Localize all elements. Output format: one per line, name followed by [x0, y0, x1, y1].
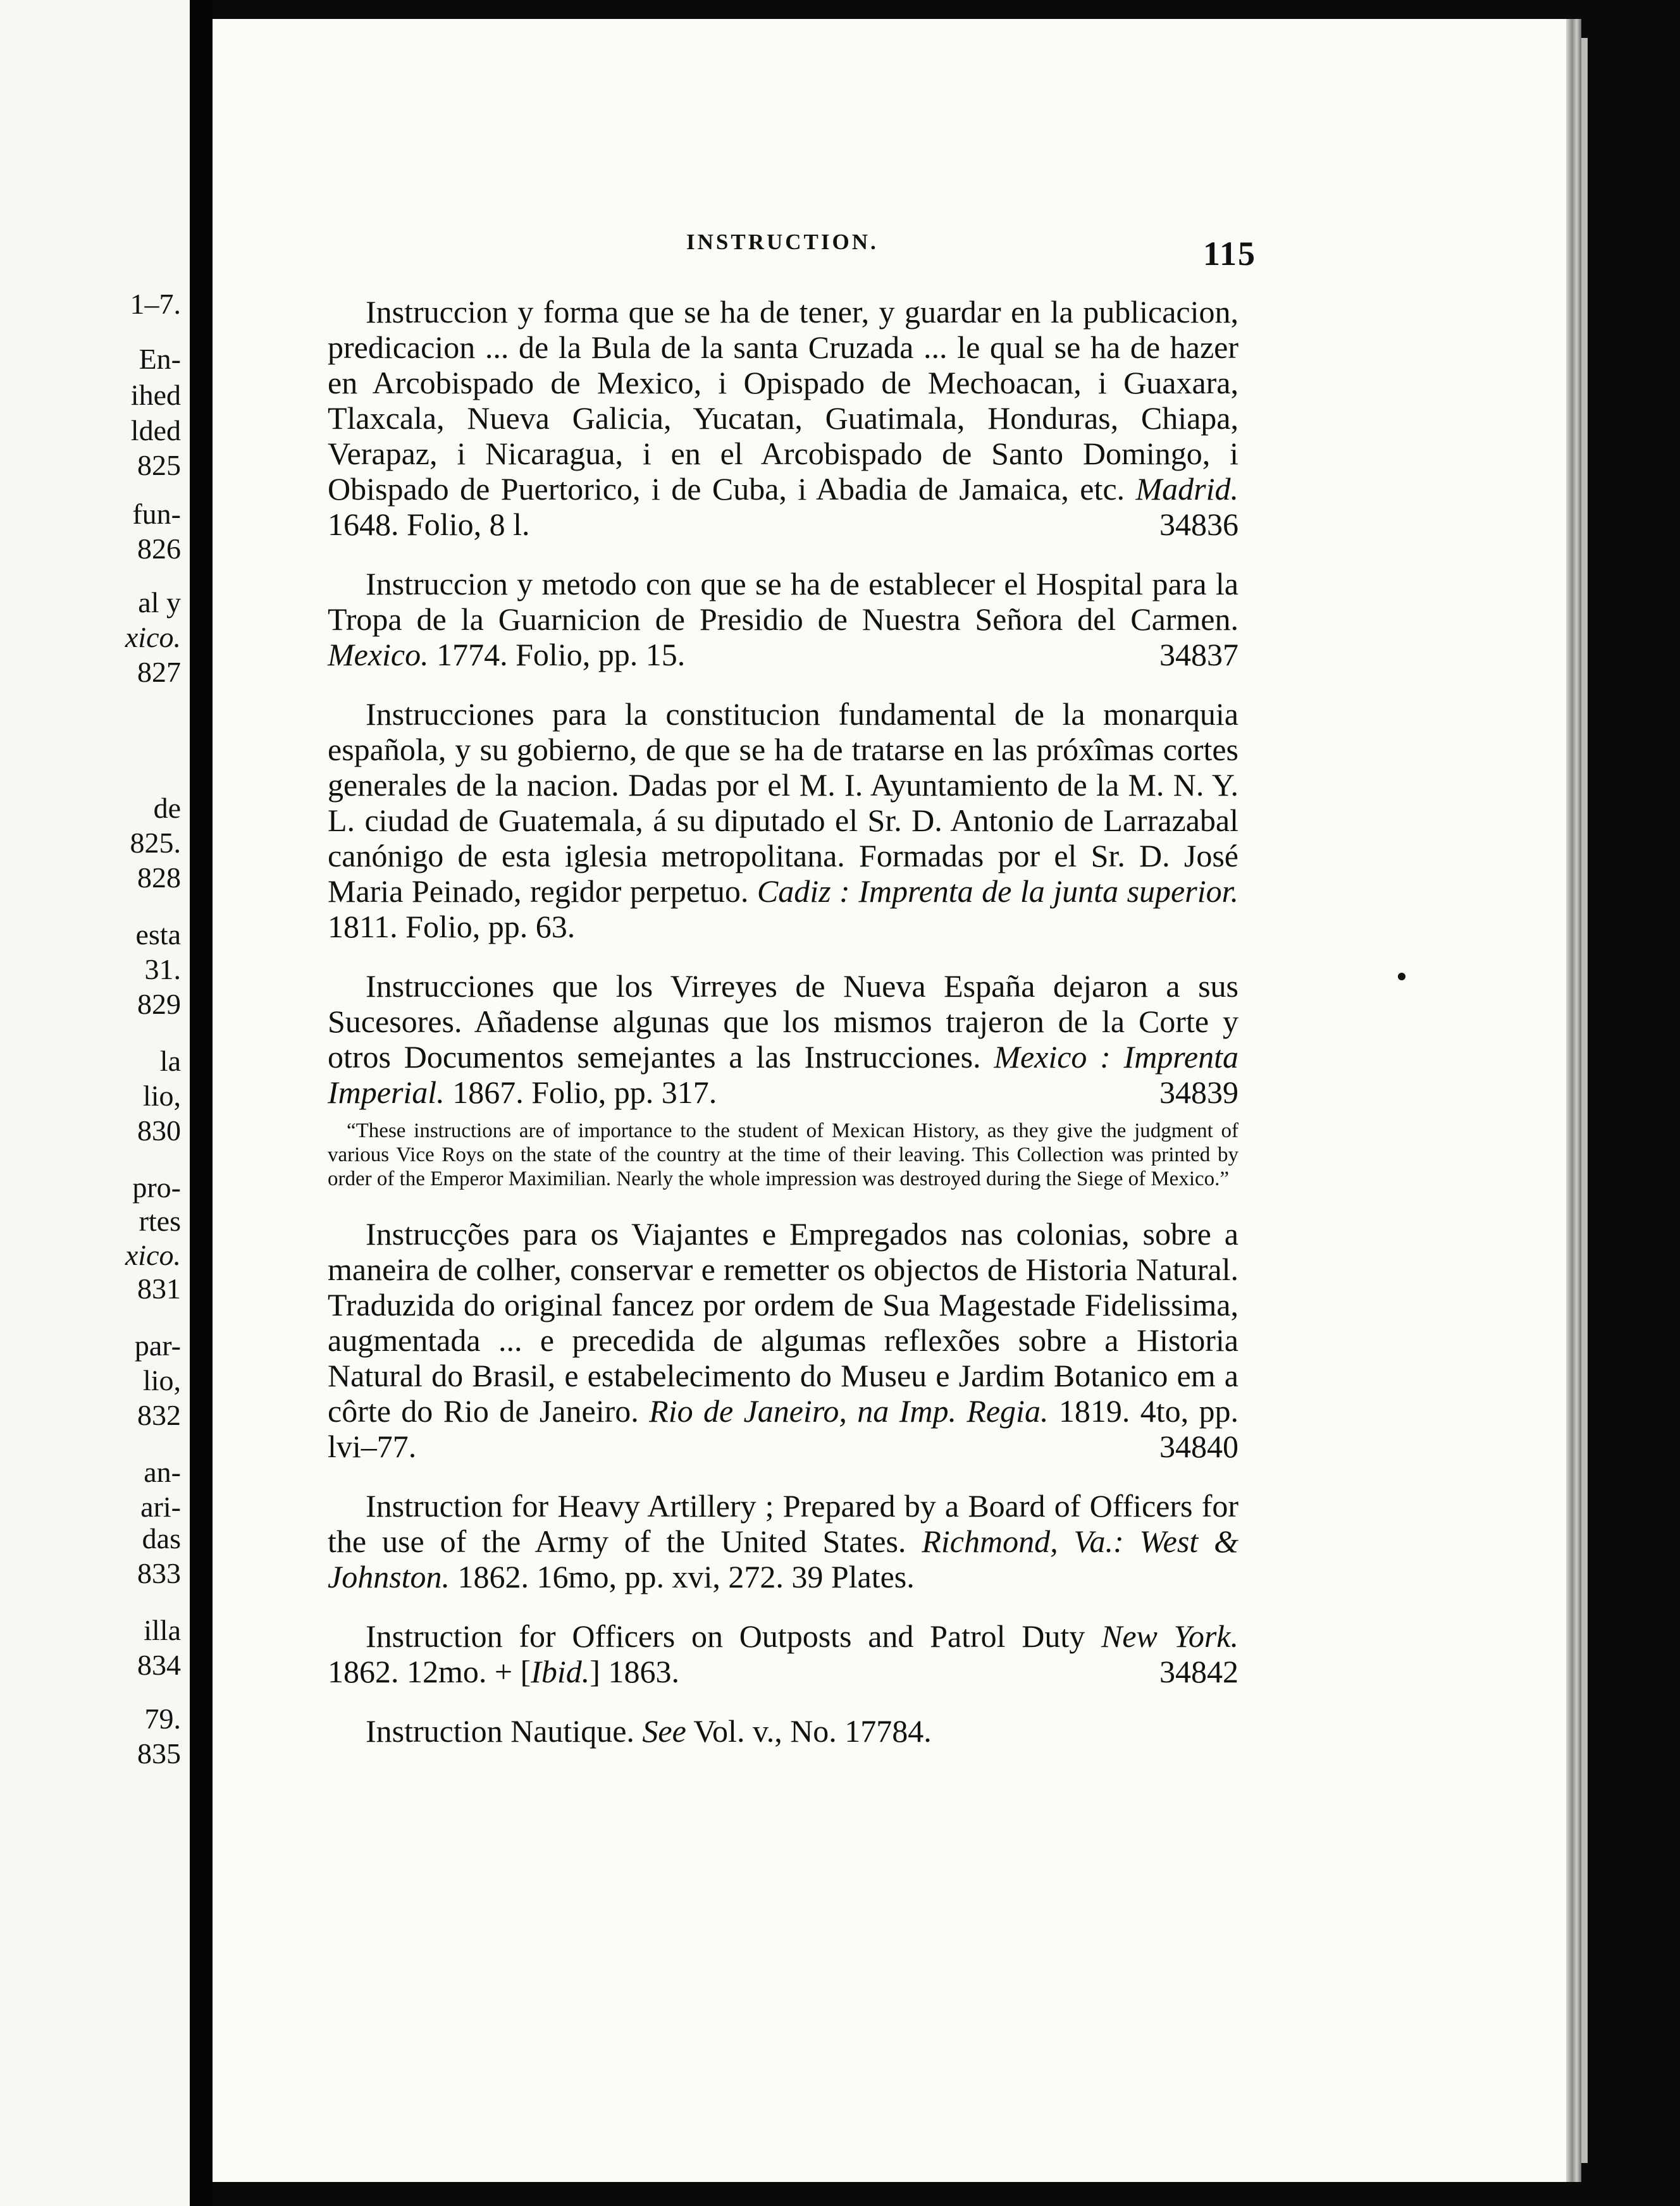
left-page-fragment: 79. [144, 1703, 181, 1735]
left-page-fragment: lio, [142, 1080, 181, 1112]
left-page-fragment: 31. [144, 953, 181, 985]
left-page-fragment: fun- [132, 498, 181, 530]
entry-text: Instrucciones para la constitucion fundamental de la monarquia española, y su gobierno, de que se ha de tratarse en las próxîmas cortes generales de la nacion. Dadas por el M. I. Ayuntamiento de la M. N. Y. L. ciudad de Guatemala, á su diputado el Sr. D. Antonio de Larrazabal canónigo de esta iglesia metropolitana. Formadas por el Sr. D. José Maria Peinado, regidor perpetuo. Cadiz : Imprenta de la junta superior. 1811. Folio, pp. 63. [328, 696, 1239, 944]
left-page-fragment: En- [139, 343, 181, 375]
page-edge [1566, 19, 1581, 2182]
left-page-fragment: 825. [130, 827, 181, 859]
left-page-fragment: 834 [137, 1649, 181, 1681]
left-page-fragment: 830 [137, 1114, 181, 1147]
left-page-fragment: 828 [137, 861, 181, 894]
ink-speck [1398, 973, 1405, 980]
left-page-fragment: de [153, 792, 181, 824]
entry-text: Instruction Nautique. See Vol. v., No. 17784. [366, 1713, 932, 1749]
left-facing-page [0, 0, 190, 2206]
left-page-fragment: par- [134, 1329, 181, 1362]
left-page-fragment: 827 [137, 656, 181, 688]
left-page-fragment: ihed [130, 379, 181, 411]
bibliography-entry [328, 1216, 1238, 1464]
entry-text: Instruccion y forma que se ha de tener, y guardar en la publicacion, predicacion ... de la Bula de la santa Cruzada ... le qual se ha de hazer en Arcobispado de Mexico, i Opispado de Mechoacan, i Guaxara, Tlaxcala, Nueva Galicia, Yucatan, Guatimala, Honduras, Chiapa, Verapaz, i Nicaragua, i en el Arcobispado de Santo Domingo, i Obispado de Puertorico, i de Cuba, i Abadia de Jamaica, etc. Madrid. 1648. Folio, 8 l. [328, 294, 1238, 542]
entry-number: 34837 [1159, 637, 1238, 672]
left-page-fragment: esta [135, 918, 181, 951]
bibliography-entry [328, 1618, 1238, 1689]
left-page-fragment: das [142, 1522, 181, 1555]
left-page-fragment: lded [130, 414, 181, 447]
left-page-fragment: illa [144, 1614, 181, 1646]
book-gutter [190, 0, 213, 2206]
entry-number: 34840 [1159, 1429, 1238, 1464]
bibliography-entry [328, 1488, 1238, 1594]
bibliography-entry [328, 294, 1238, 542]
left-page-fragment: 1–7. [130, 288, 181, 320]
entry-note: “These instructions are of importance to the student of Mexican History, as they give the judgment of various Vice Roys on the state of the country at the time of their leaving. This Collection was printed by order of the Emperor Maximilian. Nearly the whole impression was destroyed during the Siege of Mexico.” [328, 1119, 1238, 1190]
left-page-fragment: ari- [140, 1491, 181, 1523]
left-page-fragment: 826 [137, 533, 181, 565]
bibliography-entry [328, 566, 1238, 672]
bibliography-entry [328, 1713, 1238, 1749]
left-page-fragment: rtes [139, 1205, 181, 1237]
left-page-fragment: 825 [137, 449, 181, 481]
left-page-fragment: 829 [137, 988, 181, 1020]
bibliography-entries [328, 294, 1238, 1773]
left-page-fragment: xico. [125, 621, 181, 653]
left-page-fragment: 833 [137, 1557, 181, 1589]
entry-text: Instrucciones que los Virreyes de Nueva España dejaron a sus Sucesores. Añadense algunas que los mismos trajeron de la Corte y otros Documentos semejantes a las Instrucciones. Mexico : Imprenta Imperial. 1867. Folio, pp. 317. [328, 968, 1238, 1110]
left-page-fragment: xico. [125, 1239, 181, 1271]
left-page-fragment: la [159, 1045, 181, 1077]
left-page-fragment: 835 [137, 1737, 181, 1770]
left-page-fragment: 831 [137, 1272, 181, 1305]
page-edge-shadow [1581, 38, 1588, 2163]
entry-number: 34836 [1159, 507, 1238, 542]
left-page-fragment: 832 [137, 1399, 181, 1431]
entry-number: 34842 [1159, 1654, 1238, 1689]
left-page-fragment: an- [144, 1456, 181, 1488]
entry-text: Instruccion y metodo con que se ha de establecer el Hospital para la Tropa de la Guarnicion de Presidio de Nuestra Señora del Carmen. Mexico. 1774. Folio, pp. 15. [328, 566, 1238, 672]
entry-text: Instrucções para os Viajantes e Empregados nas colonias, sobre a maneira de colher, conservar e remetter os objectos de Historia Natural. Traduzida do original fancez por ordem de Sua Magestade Fidelissima, augmentada ... e precedida de algumas reflexões sobre a Historia Natural do Brasil, e estabelecimento do Museu e Jardim Botanico em a côrte do Rio de Janeiro. Rio de Janeiro, na Imp. Regia. 1819. 4to, pp. lvi–77. [328, 1216, 1238, 1464]
left-page-fragment: lio, [142, 1364, 181, 1396]
page-number: 115 [1203, 235, 1257, 273]
entry-text: Instruction for Heavy Artillery ; Prepared by a Board of Officers for the use of the Army of the United States. Richmond, Va.: West & Johnston. 1862. 16mo, pp. xvi, 272. 39 Plates. [328, 1488, 1238, 1594]
left-page-fragment: al y [138, 586, 181, 619]
bibliography-entry [328, 968, 1238, 1110]
bibliography-entry [328, 696, 1238, 944]
entry-text: Instruction for Officers on Outposts and Patrol Duty New York. 1862. 12mo. + [Ibid.] 1863. [328, 1618, 1238, 1689]
running-head: INSTRUCTION. [686, 230, 879, 254]
left-page-fragment: pro- [132, 1171, 181, 1204]
entry-number: 34839 [1159, 1075, 1238, 1110]
